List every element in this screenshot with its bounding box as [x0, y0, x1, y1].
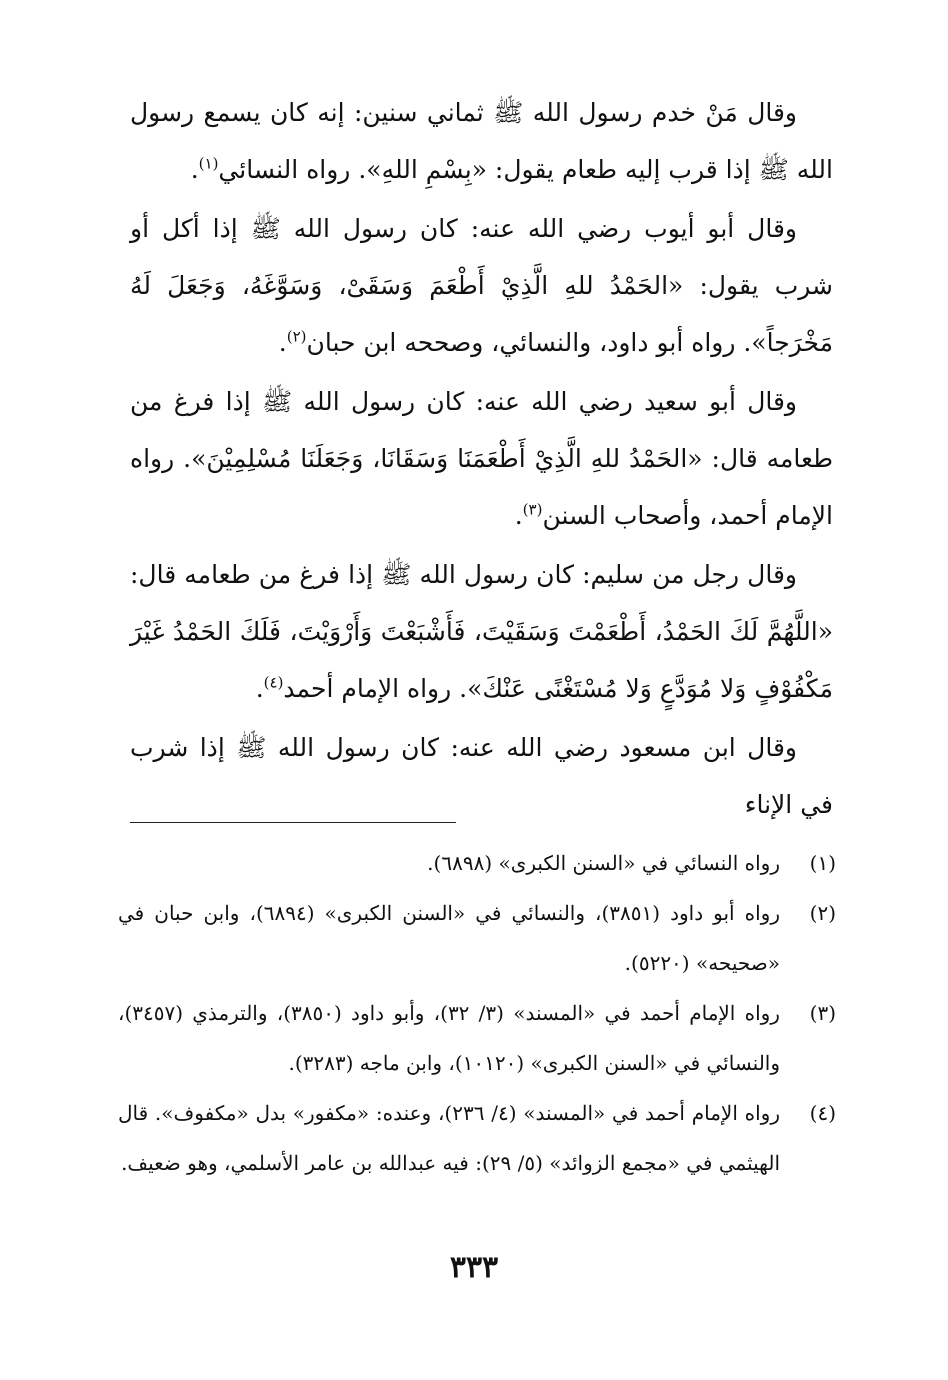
footnote-number: (٣)	[809, 1001, 836, 1025]
footnote-marker: (١)	[198, 154, 219, 173]
footnote	[118, 988, 836, 1088]
paragraph	[130, 719, 833, 833]
paragraph-text: وقال أبو أيوب رضي الله عنه: كان رسول الله ﷺ إذا أكل أو شرب يقول: «الحَمْدُ للهِ الَّذِيْ أَطْعَمَ وَسَقَىْ، وَسَوَّغَهُ، وَجَعَلَ لَهُ مَخْرَجاً». رواه أبو داود، والنسائي، وصححه ابن حبان	[130, 214, 833, 357]
footnote-marker: (٣)	[522, 500, 543, 519]
page-number: ٣٣٣	[449, 1250, 499, 1285]
footnote-text: رواه النسائي في «السنن الكبرى» (٦٨٩٨).	[427, 851, 780, 875]
paragraph-text: وقال ابن مسعود رضي الله عنه: كان رسول الله ﷺ إذا شرب في الإناء	[130, 733, 833, 819]
footnote-text: رواه الإمام أحمد في «المسند» (٤/ ٢٣٦)، وعنده: «مكفور» بدل «مكفوف». قال الهيثمي في «مجمع الزوائد» (٥/ ٢٩): فيه عبدالله بن عامر الأسلمي، وهو ضعيف.	[118, 1101, 780, 1175]
paragraph: وقال رجل من سليم: كان رسول الله ﷺ إذا فرغ من طعامه قال: «اللَّهُمَّ لَكَ الحَمْدُ، أَطْعَمْتَ وَسَقَيْتَ، فَأَشْبَعْتَ وَأَرْوَيْتَ، فَلَكَ الحَمْدُ غَيْرَ مَكْفُوْفٍ وَلا مُوَدَّعٍ وَلا مُسْتَغْنًى عَنْكَ». رواه الإمام أحمد$^{(٤)}$.	[130, 560, 833, 703]
paragraph: وقال أبو أيوب رضي الله عنه: كان رسول الله ﷺ إذا أكل أو شرب يقول: «الحَمْدُ للهِ الَّذِيْ أَطْعَمَ وَسَقَىْ، وَسَوَّغَهُ، وَجَعَلَ لَهُ مَخْرَجاً». رواه أبو داود، والنسائي، وصححه ابن حبان$^{(٢)}$.	[130, 214, 833, 357]
footnote-number: (٢)	[809, 901, 836, 925]
paragraph-text: وقال مَنْ خدم رسول الله ﷺ ثماني سنين: إنه كان يسمع رسول الله ﷺ إذا قرب إليه طعام يقول: «بِسْمِ اللهِ». رواه النسائي	[130, 98, 833, 184]
paragraph: وقال أبو سعيد رضي الله عنه: كان رسول الله ﷺ إذا فرغ من طعامه قال: «الحَمْدُ للهِ الَّذِيْ أَطْعَمَنَا وَسَقَانَا، وَجَعَلَنَا مُسْلِمِيْنَ». رواه الإمام أحمد، وأصحاب السنن$^{(٣)}$.	[130, 387, 833, 530]
footnote-number: (٤)	[809, 1101, 836, 1125]
paragraph-text: وقال رجل من سليم: كان رسول الله ﷺ إذا فرغ من طعامه قال: «اللَّهُمَّ لَكَ الحَمْدُ، أَطْعَمْتَ وَسَقَيْتَ، فَأَشْبَعْتَ وَأَرْوَيْتَ، فَلَكَ الحَمْدُ غَيْرَ مَكْفُوْفٍ وَلا مُوَدَّعٍ وَلا مُسْتَغْنًى عَنْكَ». رواه الإمام أحمد	[130, 560, 833, 703]
footnote	[118, 888, 836, 988]
footnote-divider	[130, 822, 456, 823]
footnote-text: رواه أبو داود (٣٨٥١)، والنسائي في «السنن الكبرى» (٦٨٩٤)، وابن حبان في «صحيحه» (٥٢٢٠).	[118, 901, 780, 975]
paragraph: وقال مَنْ خدم رسول الله ﷺ ثماني سنين: إنه كان يسمع رسول الله ﷺ إذا قرب إليه طعام يقول: «بِسْمِ اللهِ». رواه النسائي$^{(١)}$.	[130, 98, 833, 184]
paragraph-text: وقال أبو سعيد رضي الله عنه: كان رسول الله ﷺ إذا فرغ من طعامه قال: «الحَمْدُ للهِ الَّذِيْ أَطْعَمَنَا وَسَقَانَا، وَجَعَلَنَا مُسْلِمِيْنَ». رواه الإمام أحمد، وأصحاب السنن	[130, 387, 833, 530]
footnote-marker: (٤)	[263, 673, 284, 692]
footnote-marker: (٢)	[286, 327, 307, 346]
footnote-text: رواه الإمام أحمد في «المسند» (٣/ ٣٢)، وأبو داود (٣٨٥٠)، والترمذي (٣٤٥٧)، والنسائي في «السنن الكبرى» (١٠١٢٠)، وابن ماجه (٣٢٨٣).	[118, 1001, 780, 1075]
footnote-number: (١)	[809, 851, 836, 875]
footnotes	[118, 838, 836, 1188]
footnote	[118, 838, 836, 888]
footnote	[118, 1088, 836, 1188]
main-text	[130, 84, 833, 835]
